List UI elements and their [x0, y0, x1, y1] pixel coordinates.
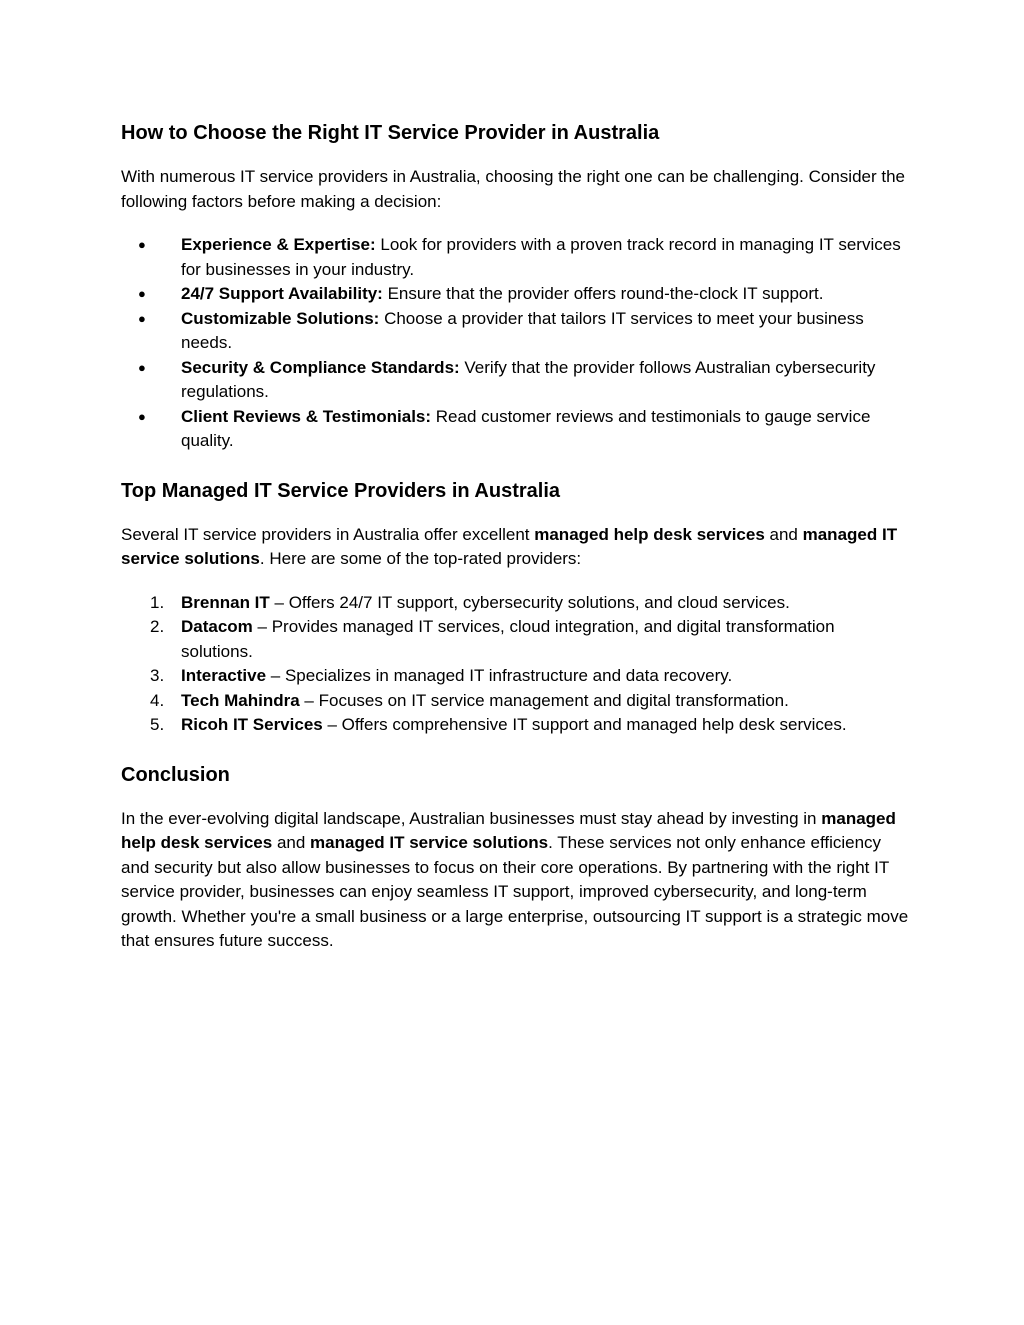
section-heading-top-providers: Top Managed IT Service Providers in Australia: [121, 479, 561, 502]
intro-emphasis: managed IT service solutions: [121, 524, 898, 568]
list-item: [121, 233, 911, 282]
provider-name: Datacom: [181, 617, 253, 636]
list-item: [121, 307, 911, 356]
provider-name: Tech Mahindra: [181, 690, 300, 710]
section-heading-conclusion: Conclusion: [121, 763, 230, 786]
provider-description: – Offers comprehensive IT support and managed help desk services.: [322, 715, 847, 734]
provider-name: Interactive: [181, 666, 267, 685]
factor-description: Read customer reviews and testimonials to gauge service quality.: [181, 406, 871, 450]
factor-term: Customizable Solutions:: [181, 308, 380, 328]
conclusion-text: and: [272, 833, 311, 852]
intro-text: . Here are some of the top-rated providers:: [259, 549, 582, 568]
list-item: [121, 405, 911, 454]
bullet-icon: ●: [138, 359, 146, 375]
list-item: [121, 356, 911, 405]
list-item: [121, 591, 911, 616]
intro-text: Several IT service providers in Australia offer excellent: [121, 524, 535, 544]
factor-term: 24/7 Support Availability:: [181, 284, 383, 303]
list-item: [121, 689, 911, 714]
list-item: [121, 664, 911, 689]
provider-description: – Offers 24/7 IT support, cybersecurity solutions, and cloud services.: [269, 592, 790, 612]
document-page: [121, 118, 911, 954]
provider-description: – Focuses on IT service management and digital transformation.: [299, 690, 789, 710]
bullet-icon: ●: [138, 286, 146, 301]
list-item: [121, 615, 911, 664]
factor-term: Client Reviews & Testimonials:: [181, 406, 432, 426]
bullet-icon: ●: [138, 408, 146, 424]
list-number: 2.: [150, 617, 165, 636]
provider-description: – Specializes in managed IT infrastructure and data recovery.: [266, 666, 733, 685]
list-item: [121, 713, 911, 738]
bullet-icon: ●: [138, 237, 146, 252]
conclusion-emphasis: managed help desk services: [121, 808, 896, 852]
factors-bullet-list: [121, 233, 911, 454]
factor-term: Security & Compliance Standards:: [181, 357, 460, 377]
factor-description: Look for providers with a proven track record in managing IT services for businesses in your industry.: [181, 235, 901, 279]
provider-name: Brennan IT: [181, 592, 270, 612]
providers-numbered-list: [121, 591, 911, 738]
conclusion-paragraph: [121, 807, 911, 954]
conclusion-text: . These services not only enhance efficiency and security but also allow businesses to focus on their core operations. By partnering with the right IT service provider, businesses can enjoy seamless IT support, improved cybersecurity, and long-term growth. Whether you're a small business or a large enterprise, outsourcing IT support is a strategic move that ensures future success.: [121, 833, 909, 950]
list-number: 4.: [150, 690, 165, 710]
list-number: 5.: [150, 715, 165, 734]
conclusion-text: In the ever-evolving digital landscape, Australian businesses must stay ahead by investing in: [121, 808, 822, 828]
section-intro-choose-provider: With numerous IT service providers in Australia, choosing the right one can be challenging. Consider the following factors before making a decision:: [121, 167, 906, 211]
conclusion-emphasis: managed IT service solutions: [310, 833, 549, 852]
list-number: 3.: [150, 666, 165, 685]
list-number: 1.: [150, 592, 165, 612]
provider-name: Ricoh IT Services: [181, 715, 323, 734]
list-item: [121, 282, 911, 307]
provider-description: – Provides managed IT services, cloud integration, and digital transformation solutions.: [181, 617, 835, 661]
intro-text: and: [764, 524, 803, 544]
bullet-icon: ●: [138, 310, 146, 326]
factor-description: Choose a provider that tailors IT services to meet your business needs.: [181, 308, 864, 352]
section-heading-choose-provider: How to Choose the Right IT Service Provider in Australia: [121, 122, 660, 144]
section-intro-top-providers: [121, 523, 911, 572]
factor-term: Experience & Expertise:: [181, 235, 376, 254]
factor-description: Ensure that the provider offers round-the-clock IT support.: [382, 284, 824, 303]
factor-description: Verify that the provider follows Australian cybersecurity regulations.: [181, 357, 876, 401]
intro-emphasis: managed help desk services: [534, 524, 765, 544]
